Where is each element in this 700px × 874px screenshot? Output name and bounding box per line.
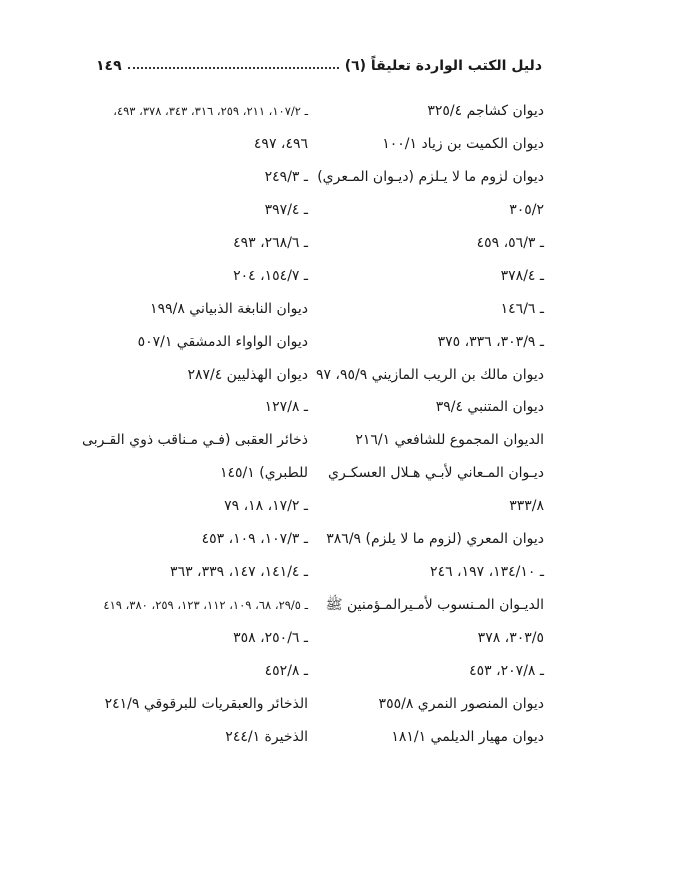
index-entry: ديوان لزوم ما لا يـلزم (ديـوان المـعري) xyxy=(317,168,544,185)
index-entry: ٣٠٣/٥، ٣٧٨ xyxy=(477,630,544,646)
page-number: ١٤٩ xyxy=(96,58,122,74)
index-entry: ـ ٢٥٠/٦، ٣٥٨ xyxy=(233,630,308,646)
index-entry: الديـوان المـنسوب لأمـيرالمـؤمنين ﷺ xyxy=(325,597,544,614)
index-entry: ٤٩٦، ٤٩٧ xyxy=(253,135,308,152)
header-title: دليل الكتب الواردة تعليقاً (٦) xyxy=(344,58,542,74)
index-entry: ديوان المتنبي ٣٩/٤ xyxy=(435,399,544,416)
index-entry: ـ ١٠٧/٢، ٢١١، ٢٥٩، ٣١٦، ٣٤٣، ٣٧٨، ٤٩٣، xyxy=(113,104,308,118)
index-entry: ـ ١٥٤/٧، ٢٠٤ xyxy=(233,267,308,284)
index-entry: ديوان المعري (لزوم ما لا يلزم) ٣٨٦/٩ xyxy=(326,531,544,548)
index-entry: ـ ١٤١/٤، ١٤٧، ٣٣٩، ٣٦٣ xyxy=(170,564,308,581)
index-entry: ـ ٤٥٢/٨ xyxy=(264,662,308,679)
index-entry: للطبري) ١٤٥/١ xyxy=(219,465,308,482)
index-entry: ـ ٣٠٣/٩، ٣٣٦، ٣٧٥ xyxy=(437,333,544,350)
running-header xyxy=(96,48,542,74)
index-entry: ديوان الهذليين ٢٨٧/٤ xyxy=(187,366,308,383)
index-entry: ديوان كشاجم ٣٢٥/٤ xyxy=(427,103,544,119)
index-entry: ـ ٢٩/٥، ٦٨، ١٠٩، ١١٢، ١٢٣، ٢٥٩، ٣٨٠، ٤١٩ xyxy=(103,598,308,613)
index-entry: ـ ١٠٧/٣، ١٠٩، ٤٥٣ xyxy=(201,531,308,548)
header-leader-dots xyxy=(128,67,339,69)
index-entry: ـ ٥٦/٣، ٤٥٩ xyxy=(476,234,544,251)
index-entry: ديوان النابغة الذبياني ١٩٩/٨ xyxy=(150,300,308,317)
index-entry: ديوان مهيار الديلمي ١٨١/١ xyxy=(391,728,544,745)
index-entry: ـ ٢٠٧/٨، ٤٥٣ xyxy=(469,662,544,679)
index-entry: ٣٣٣/٨ xyxy=(509,498,544,515)
index-entry: ـ ١٧/٢، ١٨، ٧٩ xyxy=(224,498,308,515)
index-entry: ديوان الكميت بن زياد ١٠٠/١ xyxy=(382,135,544,152)
index-entry: ديوان الواواء الدمشقي ٥٠٧/١ xyxy=(137,333,308,350)
index-entry: ذخائر العقبى (فـي مـناقب ذوي القـربى xyxy=(82,432,308,449)
index-entry: ـ ١٣٤/١٠، ١٩٧، ٢٤٦ xyxy=(430,564,544,581)
index-column-left xyxy=(82,95,308,754)
index-entry: ـ ٣٧٨/٤ xyxy=(500,267,544,284)
index-column-right xyxy=(315,95,544,754)
index-entry: ديوان المنصور النمري ٣٥٥/٨ xyxy=(378,695,544,712)
index-entry: الذخيرة ٢٤٤/١ xyxy=(225,728,308,745)
index-entry: ـ ٣٩٧/٤ xyxy=(264,201,308,218)
index-entry: ـ ٢٤٩/٣ xyxy=(264,168,308,185)
index-entry: ديـوان المـعاني لأبـي هـلال العسكـري xyxy=(328,465,544,482)
index-entry: ـ ٢٦٨/٦، ٤٩٣ xyxy=(233,234,308,251)
index-entry: ـ ١٢٧/٨ xyxy=(264,399,308,416)
index-entry: الديوان المجموع للشافعي ٢١٦/١ xyxy=(355,432,544,449)
index-entry: ٣٠٥/٢ xyxy=(509,201,544,218)
index-entry: الذخائر والعبقريات للبرقوقي ٢٤١/٩ xyxy=(104,695,308,712)
index-entry: ـ ١٤٦/٦ xyxy=(500,300,544,317)
index-entry: ديوان مالك بن الريب المازيني ٩٥/٩، ٩٧ xyxy=(315,366,544,383)
